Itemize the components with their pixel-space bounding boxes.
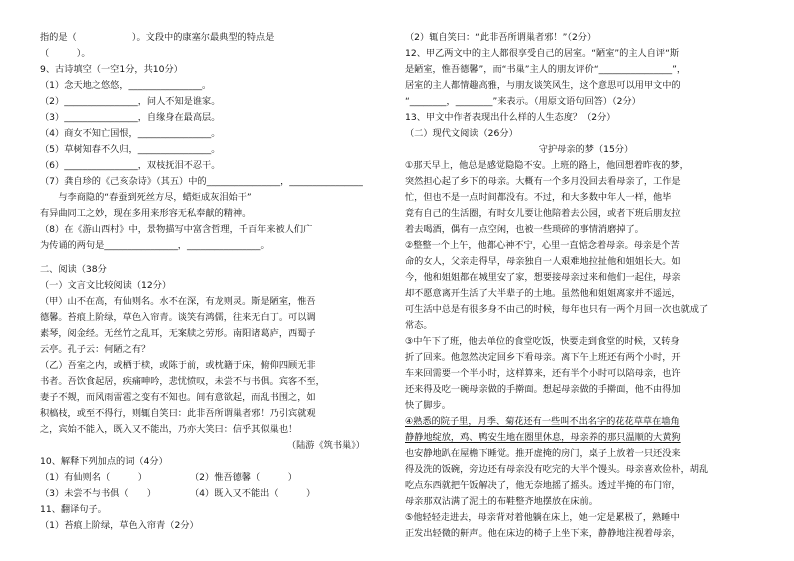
poem-blank-1: （1）念天地之悠悠，________________。 — [40, 80, 212, 91]
paragraph-2-line: ②整整一个上午，他都心神不宁，心里一直惦念着母亲。母亲是个苦 — [405, 240, 680, 251]
passage-yi-line: （乙）吾室之内，或栖于椟，或陈于前，或枕籍于床，俯仰四顾无非 — [40, 360, 316, 371]
poem-blank-7-cont: 有异曲同工之妙，现在多用来形容无私奉献的精神。 — [40, 208, 252, 219]
q10-item-2: （2）惟吾德馨（ ） — [190, 472, 297, 483]
paragraph-5-line: 正发出轻微的鼾声。他在床边的椅子上坐下来，静静地注视着母亲， — [405, 528, 681, 539]
question-12-line: 居室的主人都情趣高雅，与朋友谈笑风生，这个意思可以用甲文中的 — [405, 80, 681, 91]
paragraph-4-line-underlined: ④熟悉的院子里，月季、菊花还有一些叫不出名字的花花草草在墙角 — [405, 416, 680, 427]
paragraph-2-line: 常态。 — [405, 320, 433, 331]
passage-jia-line: 素琴，阅金经。无丝竹之乱耳，无案牍之劳形。南阳诸葛庐，西蜀子 — [40, 328, 316, 339]
section-2-header: 二、阅读（38分 — [40, 264, 107, 275]
paragraph-1-line: 竟有自己的生活圈，有时女儿要让他陪着去公园，或者下班后朋友拉 — [405, 208, 681, 219]
paragraph-4-line: 吃点东西就把午饭解决了，他无奈地摇了摇头。透过半掩的布门帘， — [405, 480, 681, 491]
paragraph-3-line: 车来回需要一个半小时，这样算来，还有半个小时可以陪母亲，也许 — [405, 368, 681, 379]
question-12-line: “________，________”来表示。（用原文语句回答）（2分） — [405, 96, 641, 107]
question-11-item-1: （1）苔痕上阶绿，草色入帘青（2分） — [40, 520, 199, 531]
paragraph-4-line: 母亲那双沾满了泥土的布鞋整齐地摆放在床前。 — [405, 496, 598, 507]
poem-blank-7-cont: 与李商隐的“春蚕到死丝方尽，蜡炬成灰泪始干” — [40, 192, 252, 203]
paragraph-2-line: 命的女人，父亲走得早，母亲独自一人艰难地拉扯他和姐姐长大。如 — [405, 256, 681, 267]
text-line: （ ）。 — [40, 48, 91, 59]
paragraph-1-line: ①那天早上，他总是感觉隐隐不安。上班的路上，他回想着昨夜的梦， — [405, 160, 689, 171]
left-column — [40, 30, 385, 534]
poem-blank-8-cont: 为传诵的两句是________________，________________。 — [40, 240, 270, 251]
question-12-line: 是陋室，惟吾德馨”，而“书巢”主人的朋友评价“________________”， — [405, 64, 687, 75]
passage-source: （陆游《筑书巢》） — [286, 440, 365, 451]
poem-blank-2: （2）________________，问人不知是谁家。 — [40, 96, 221, 107]
passage-jia-line: 德馨。苔痕上阶绿，草色入帘青。谈笑有鸿儒，往来无白丁。可以调 — [40, 312, 316, 323]
poem-blank-8: （8）在《游山西村》中，景物描写中富含哲理，千百年来被人们广 — [40, 224, 313, 235]
text-line: 指的是（ ）。文段中的康塞尔最典型的特点是 — [40, 32, 275, 43]
passage-yi-line: 妻子不觌，而风雨雷雹之变有不知也。间有意欲起，而乱书围之，如 — [40, 392, 316, 403]
question-13: 13、甲文中作者表现出什么样的人生态度？（2分） — [405, 112, 616, 123]
paragraph-3-line: 折了回来。他忽然决定回乡下看母亲。离下午上班还有两个小时，开 — [405, 352, 681, 363]
paragraph-3-line: 快了脚步。 — [405, 400, 451, 411]
poem-blank-7: （7）龚自珍的《己亥杂诗》（其五）中的________________，________________ — [40, 176, 363, 187]
passage-yi-line: 之，宾始不能入，既入又不能出，乃亦大笑曰：信乎其似巢也！ — [40, 424, 298, 435]
poem-blank-6: （6）________________，双枝抚泪不忍干。 — [40, 160, 221, 171]
passage-jia-line: 云亭。孔子云：何陋之有？ — [40, 344, 151, 355]
paragraph-4-line-underlined: 静静地绽放，鸡、鸭安生地在圈里休息，母亲养的那只温顺的大黄狗 — [405, 432, 681, 443]
q10-item-4: （4）既入又不能出（ ） — [190, 488, 316, 499]
question-10-header: 10、解释下列加点的词（4分） — [40, 456, 168, 467]
passage-yi-line: 书者。吾饮食起居，疾痛呻吟，悲忧愤叹，未尝不与书俱。宾客不至， — [40, 376, 325, 387]
question-11-item-2: （2）辄自笑曰：“此非吾所谓巢者邪！”（2分） — [405, 32, 597, 43]
paragraph-2-line: 可生活中总是有很多身不由己的时候，每年也只有一两个月回一次也就成了 — [405, 304, 709, 315]
question-10-row — [40, 470, 385, 486]
paragraph-1-line: 突然担心起了乡下的母亲。大概有一个多月没回去看母亲了，工作是 — [405, 176, 681, 187]
poem-blank-4: （4）商女不知亡国恨，________________。 — [40, 128, 221, 139]
passage-jia-line: （甲）山不在高，有仙则名。水不在深，有龙则灵。斯是陋室，惟吾 — [40, 296, 316, 307]
right-column — [405, 30, 767, 542]
paragraph-4-line: 得及洗的饭碗，旁边还有母亲没有吃完的大半个馒头。母亲喜欢俭朴，胡乱 — [405, 464, 709, 475]
paragraph-2-line: 却不愿意离开生活了大半辈子的土地。虽然他和姐姐离家并不遥远， — [405, 288, 681, 299]
paragraph-3-line: ③中午下了班，他去单位的食堂吃饭，快要走到食堂的时候，又转身 — [405, 336, 680, 347]
paragraph-2-line: 今，他和姐姐都在城里安了家，想要接母亲过来和他们一起住，母亲 — [405, 272, 681, 283]
classical-reading-header: （一）文言文比较阅读（12分） — [40, 280, 172, 291]
question-9-header: 9、古诗填空（一空1分，共10分） — [40, 64, 183, 75]
paragraph-3-line: 还来得及吃一碗母亲做的手擀面。想起母亲做的手擀面，他不由得加 — [405, 384, 681, 395]
modern-reading-header: （二）现代文阅读（26分） — [405, 128, 518, 139]
question-12-line: 12、甲乙两文中的主人都很享受自己的居室。“陋室”的主人自评“斯 — [405, 48, 680, 59]
paragraph-5-line: ⑤他轻轻走进去，母亲背对着他躺在床上，她一定是累极了，熟睡中 — [405, 512, 680, 523]
story-title: 守护母亲的梦（15分） — [538, 144, 634, 155]
paragraph-4-line: 也安静地趴在屋檐下睡觉。推开虚掩的房门，桌子上放着一只还没来 — [405, 448, 681, 459]
paragraph-1-line: 忙，但也不是一点时间都没有。不过，和大多数中年人一样，他毕 — [405, 192, 672, 203]
question-11-header: 11、翻译句子。 — [40, 504, 107, 515]
passage-yi-line: 积槁枝，或至不得行，则辄自笑曰：此非吾所谓巢者邪！乃引宾就观 — [40, 408, 316, 419]
poem-blank-3: （3）________________，自缘身在最高层。 — [40, 112, 221, 123]
q10-item-1: （1）有仙则名（ ） — [40, 472, 147, 483]
poem-blank-5: （5）草树知春不久归，________________。 — [40, 144, 221, 155]
q10-item-3: （3）未尝不与书俱（ ） — [40, 488, 157, 499]
paragraph-1-line: 着去喝酒，偶有一点空闲，也被一些琐碎的事情消磨掉了。 — [405, 224, 644, 235]
question-10-row — [40, 486, 385, 502]
